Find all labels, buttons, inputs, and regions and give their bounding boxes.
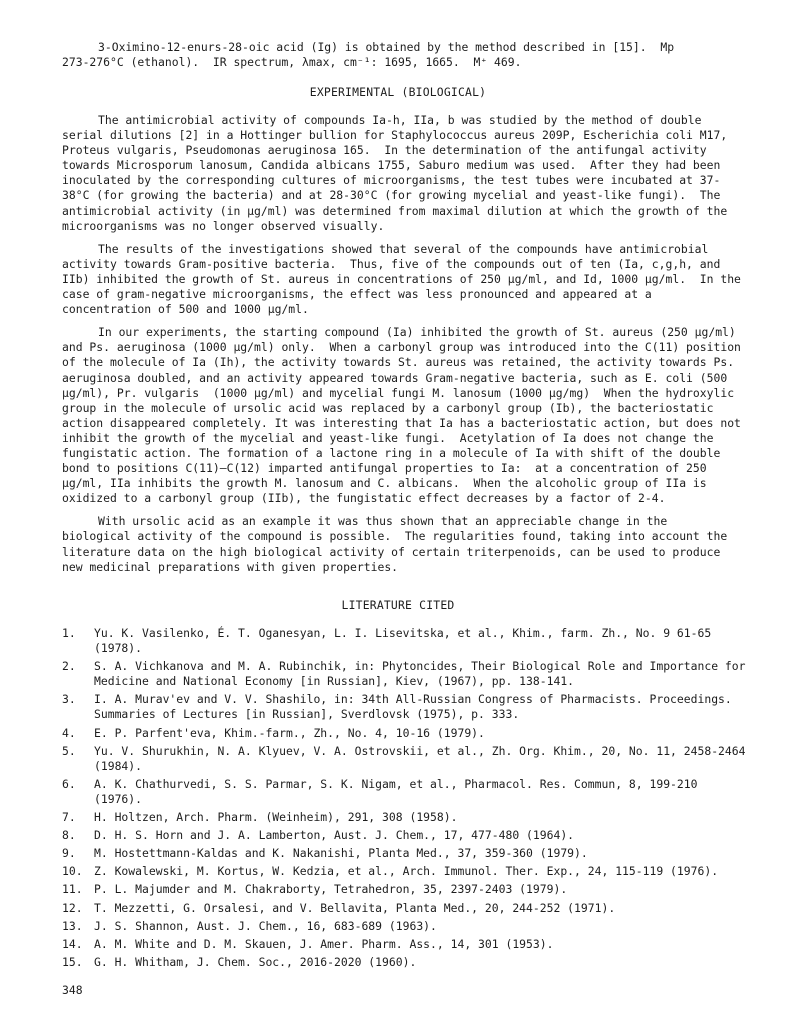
reference-text: D. H. S. Horn and J. A. Lamberton, Aust. J. Chem., 17, 477-480 (1964).: [94, 828, 575, 843]
intro-line-1: 3-Oximino-12-enurs-28-oic acid (Ig) is obtained by the method described in [15]. Mp: [98, 40, 675, 54]
reference-number: 10.: [62, 864, 83, 879]
reference-text: E. P. Parfent'eva, Khim.-farm., Zh., No. 4, 10-16 (1979).: [94, 725, 485, 740]
reference-number: 1.: [62, 626, 76, 640]
paragraph-conclusion: With ursolic acid as an example it was thus shown that an appreciable change in the biological activity of the compound is possible. The regularities found, taking into account the literature data on the high biological activity of certain triterpenoids, can be used to produce new medicinal preparations with given properties.: [62, 514, 735, 574]
reference-number: 2.: [62, 659, 76, 674]
reference-item: [62, 882, 752, 897]
reference-item: [62, 901, 752, 916]
page-number: 348: [62, 983, 83, 997]
reference-item: [62, 828, 752, 843]
reference-text: Yu. V. Shurukhin, N. A. Klyuev, V. A. Ostrovskii, et al., Zh. Org. Khim., 20, No. 11, 2458-2464 (1984).: [94, 743, 746, 773]
reference-number: 5.: [62, 743, 76, 758]
reference-item: [62, 777, 752, 807]
reference-item: [62, 726, 752, 741]
literature-heading: LITERATURE CITED: [341, 598, 455, 612]
reference-number: 6.: [62, 776, 76, 791]
reference-text: S. A. Vichkanova and M. A. Rubinchik, in: Phytoncides, Their Biological Role and Importance for Medicine and National Economy [in Russian], Kiev, (1967), pp. 138-141.: [94, 659, 746, 689]
reference-text: A. K. Chathurvedi, S. S. Parmar, S. K. Nigam, et al., Pharmacol. Res. Commun, 8, 199-210 (1976).: [94, 776, 698, 806]
body-text: [62, 113, 748, 575]
reference-number: 12.: [62, 900, 83, 915]
reference-item: [62, 919, 752, 934]
reference-text: I. A. Murav'ev and V. V. Shashilo, in: 34th All-Russian Congress of Pharmacists. Proceedings. Summaries of Lectures [in Russian], Sverdlovsk (1975), p. 333.: [94, 692, 732, 722]
reference-number: 4.: [62, 725, 76, 740]
intro-line-2: 273-276°C (ethanol). IR spectrum, λmax, cm⁻¹: 1695, 1665. M⁺ 469.: [62, 55, 522, 70]
reference-text: M. Hostettmann-Kaldas and K. Nakanishi, Planta Med., 37, 359-360 (1979).: [94, 846, 588, 861]
reference-item: [62, 937, 752, 952]
paragraph-results: The results of the investigations showed that several of the compounds have antimicrobial activity towards Gram-positive bacteria. Thus, five of the compounds out of ten (Ia, c,g,h, and IIb) inhibited the growth of St. aureus in concentrations of 250 μg/ml, and Id, 1000 μg/ml. In the case of gram-negative microorganisms, the effect was less pronounced and appeared at a concentration of 500 and 1000 μg/ml.: [62, 241, 748, 317]
reference-text: P. L. Majumder and M. Chakraborty, Tetrahedron, 35, 2397-2403 (1979).: [94, 882, 568, 897]
reference-item: [62, 846, 752, 861]
reference-item: [62, 744, 752, 774]
reference-item: [62, 626, 752, 656]
reference-text: T. Mezzetti, G. Orsalesi, and V. Bellavita, Planta Med., 20, 244-252 (1971).: [94, 900, 616, 915]
reference-text: H. Holtzen, Arch. Pharm. (Weinheim), 291, 308 (1958).: [94, 810, 458, 825]
reference-number: 13.: [62, 918, 83, 933]
paragraph-experiments: In our experiments, the starting compound (Ia) inhibited the growth of St. aureus (250 μg/ml) and Ps. aeruginosa (1000 μg/ml) only. When a carbonyl group was introduced into the C(11) position of the molecule of Ia (Ih), the activity towards St. aureus was retained, the activity towards Ps. aeruginosa doubled, and an activity appeared towards Gram-negative bacteria, such as E. coli (500 μg/ml), Pr. vulgaris (1000 μg/ml) and mycelial fungi M. lanosum (1000 μg/mg) When the hydroxylic group in the molecule of ursolic acid was replaced by a carbonyl group (Ib), the bacteriostatic action disappeared completely. It was interesting that Ia has a bacteriostatic action, but does not inhibit the growth of the mycelial and yeast-like fungi. Acetylation of Ia does not change the fungistatic action. The formation of a lactone ring in a molecule of Ia with shift of the double bond to positions C(11)—C(12) imparted antifungal properties to Ia: at a concentration of 250 μg/ml, IIa inhibits the growth M. lanosum and C. albicans. When the alcoholic group of IIa is oxidized to a carbonyl group (IIb), the fungistatic effect decreases by a factor of 2-4.: [62, 325, 748, 506]
reference-text: Yu. K. Vasilenko, É. T. Oganesyan, L. I. Lisevitska, et al., Khim., farm. Zh., No. 9 61-65 (1978).: [94, 626, 712, 656]
reference-number: 15.: [62, 954, 83, 969]
reference-number: 8.: [62, 828, 76, 843]
reference-list: [62, 626, 752, 973]
reference-number: 14.: [62, 936, 83, 951]
reference-number: 7.: [62, 810, 76, 825]
reference-text: A. M. White and D. M. Skauen, J. Amer. Pharm. Ass., 14, 301 (1953).: [94, 936, 554, 951]
intro-lines: [62, 40, 742, 70]
paragraph-methods: The antimicrobial activity of compounds Ia-h, IIa, b was studied by the method of double serial dilutions [2] in a Hottinger bullion for Staphylococcus aureus 209P, Escherichia coli M17, Proteus vulgaris, Pseudomonas aeruginosa 165. In the determination of the antifungal activity towards Microsporum lanosum, Candida albicans 1755, Saburo medium was used. After they had been inoculated by the corresponding cultures of microorganisms, the test tubes were incubated at 37-38°C (for growing the bacteria) and at 28-30°C (for growing mycelial and yeast-like fungi). The antimicrobial activity (in μg/ml) was determined from maximal dilution at which the growth of the microorganisms was no longer observed visually.: [62, 113, 735, 233]
reference-item: [62, 692, 752, 722]
reference-text: Z. Kowalewski, M. Kortus, W. Kedzia, et al., Arch. Immunol. Ther. Exp., 24, 115-119 (1976).: [94, 864, 719, 879]
reference-item: [62, 864, 752, 879]
reference-number: 11.: [62, 882, 83, 897]
reference-number: 9.: [62, 846, 76, 861]
reference-text: J. S. Shannon, Aust. J. Chem., 16, 683-689 (1963).: [94, 918, 437, 933]
reference-item: [62, 659, 752, 689]
reference-number: 3.: [62, 692, 76, 707]
reference-item: [62, 955, 752, 970]
reference-item: [62, 810, 752, 825]
reference-text: G. H. Whitham, J. Chem. Soc., 2016-2020 (1960).: [94, 954, 417, 969]
experimental-heading: EXPERIMENTAL (BIOLOGICAL): [309, 85, 487, 99]
